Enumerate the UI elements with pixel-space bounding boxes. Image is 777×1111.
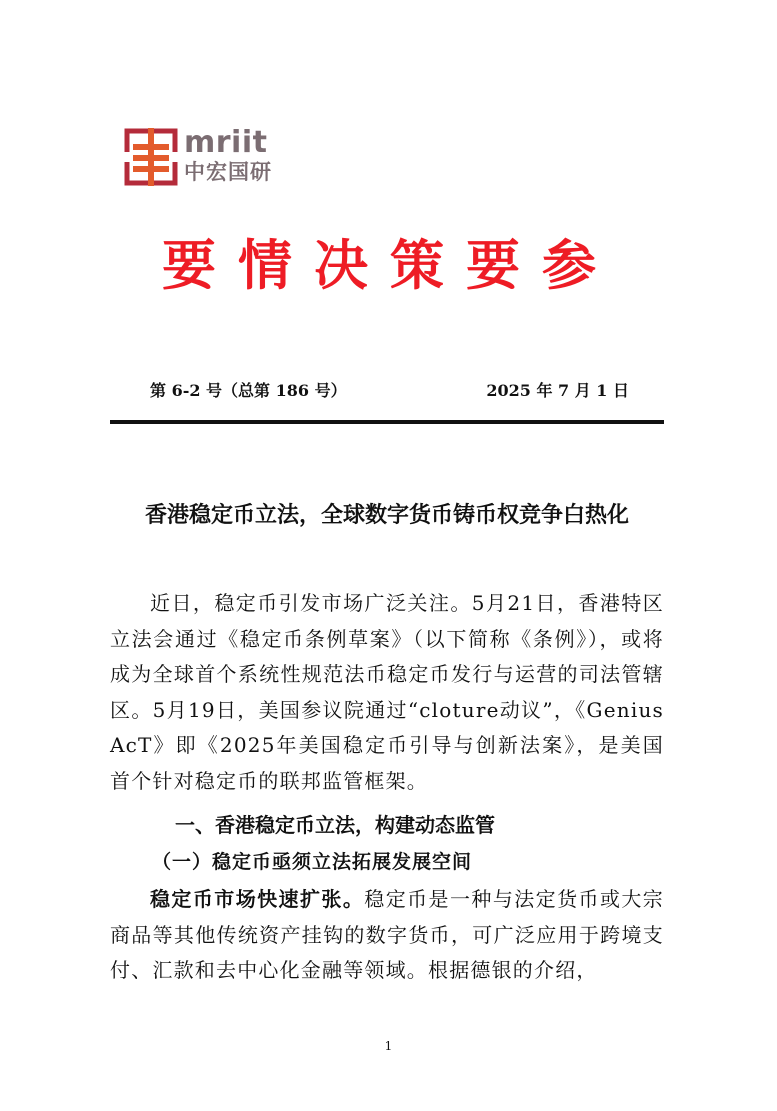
masthead-title: 要情决策要参 — [162, 234, 618, 297]
issue-date: 2025 年 7 月 1 日 — [486, 381, 629, 400]
page-number: 1 — [384, 1039, 393, 1053]
body-paragraph — [110, 882, 664, 989]
mriit-logo — [124, 125, 284, 188]
paragraph-body: 稳定币是一种与法定货币或大宗商品等其他传统资产挂钩的数字货币，可广泛应用于跨境支付、汇款和去中心化金融等领域。根据德银的介绍， — [110, 887, 664, 982]
header-divider — [110, 420, 664, 424]
subsection-heading: （一）稳定币亟须立法拓展发展空间 — [152, 851, 473, 873]
article-title: 香港稳定币立法，全球数字货币铸币权竞争白热化 — [144, 502, 629, 528]
logo-wordmark: mriit — [184, 125, 268, 160]
issue-number: 第 6-2 号（总第 186 号） — [150, 381, 347, 400]
intro-paragraph: 近日，稳定币引发市场广泛关注。5月21日，香港特区立法会通过《稳定币条例草案》（以下简称《条例》），或将成为全球首个系统性规范法币稳定币发行与运营的司法管辖区。5月19日，美国参议院通过“cloture动议”，《Genius AcT》即《2025年美国稳定币引导与创新法案》，是美国首个针对稳定币的联邦监管框架。 — [110, 591, 664, 793]
section-heading: 一、香港稳定币立法，构建动态监管 — [175, 813, 495, 837]
logo-name-cn: 中宏国研 — [184, 160, 272, 184]
mriit-logo-mark-icon — [124, 128, 178, 186]
paragraph-lead: 稳定币市场快速扩张。 — [150, 887, 365, 911]
